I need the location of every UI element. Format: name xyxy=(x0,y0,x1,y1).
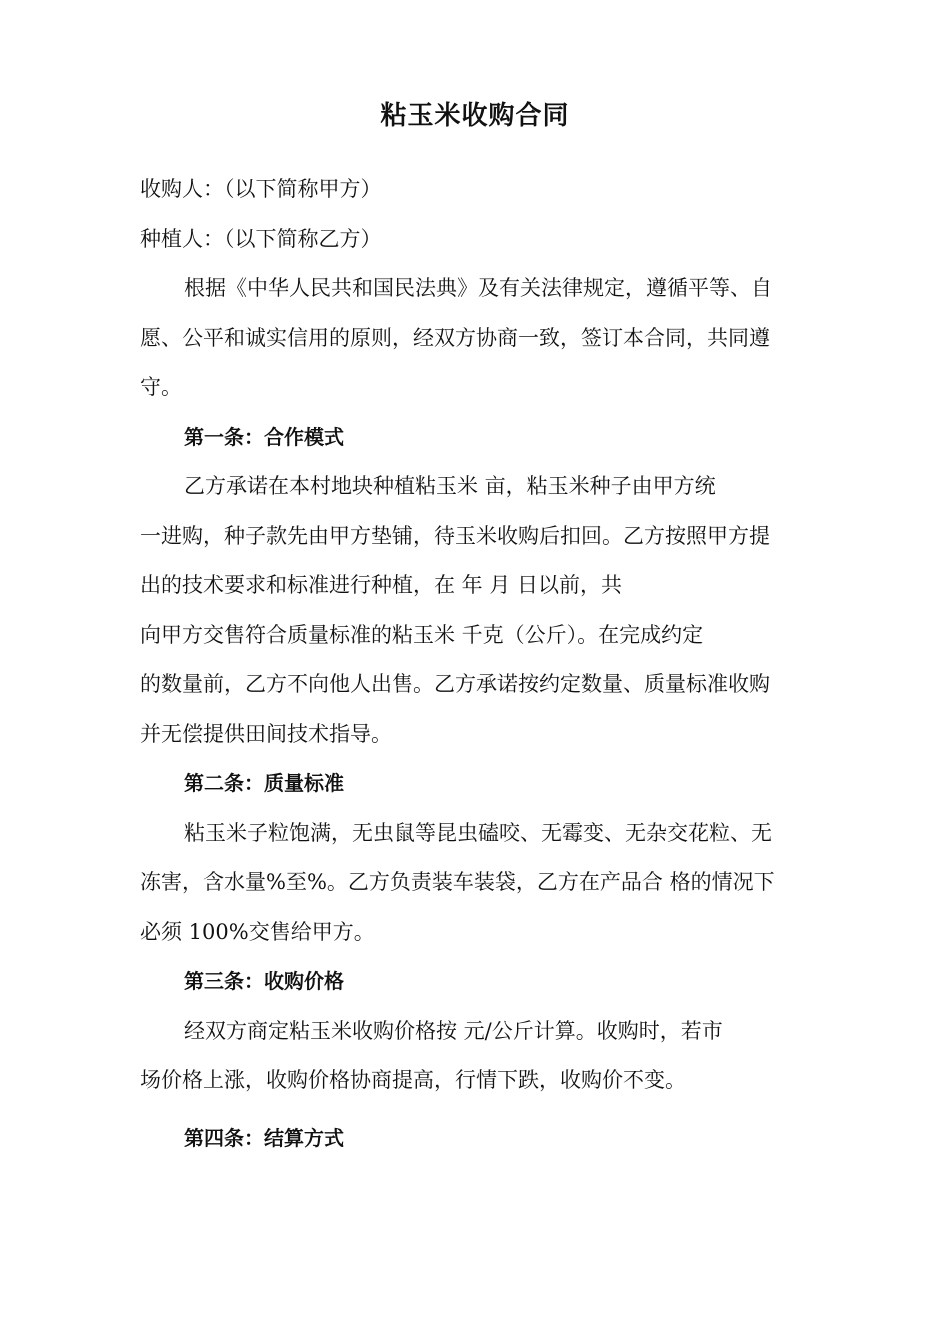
article-1-line: 向甲方交售符合质量标准的粘玉米 千克（公斤）。在完成约定 xyxy=(140,622,704,647)
buyer-party-line: 收购人：（以下简称甲方） xyxy=(140,177,382,201)
grower-party-line: 种植人：（以下简称乙方） xyxy=(140,226,382,251)
spacer xyxy=(140,1106,825,1114)
document-body xyxy=(140,165,825,1163)
article-3-line: 场价格上涨，收购价格协商提高，行情下跌，收购价不变。 xyxy=(140,1068,686,1092)
document-title: 粘玉米收购合同 xyxy=(380,101,570,131)
preamble-line: 守。 xyxy=(140,375,182,399)
article-1-line: 的数量前，乙方不向他人出售。乙方承诺按约定数量、质量标准收购 xyxy=(140,672,770,696)
preamble-line: 愿、公平和诚实信用的原则，经双方协商一致，签订本合同，共同遵 xyxy=(140,325,770,350)
preamble-line: 根据《中华人民共和国民法典》及有关法律规定，遵循平等、自 xyxy=(184,276,772,300)
article-1-heading: 第一条：合作模式 xyxy=(184,424,344,449)
article-1-line: 出的技术要求和标准进行种植，在 年 月 日以前，共 xyxy=(140,573,623,597)
article-3-heading: 第三条：收购价格 xyxy=(184,969,344,993)
article-1-line: 一进购，种子款先由甲方垫铺，待玉米收购后扣回。乙方按照甲方提 xyxy=(140,523,770,548)
article-2-line: 冻害，含水量%至%。乙方负责装车装袋，乙方在产品合 格的情况下 xyxy=(140,870,775,894)
article-4-heading: 第四条：结算方式 xyxy=(184,1125,344,1150)
article-2-heading: 第二条：质量标准 xyxy=(184,771,344,795)
article-3-line: 经双方商定粘玉米收购价格按 元/公斤计算。收购时，若市 xyxy=(184,1018,723,1043)
article-2-line: 粘玉米子粒饱满，无虫鼠等昆虫磕咬、无霉变、无杂交花粒、无 xyxy=(184,820,772,845)
article-1-line: 乙方承诺在本村地块种植粘玉米 亩，粘玉米种子由甲方统 xyxy=(184,474,716,498)
article-2-line: 必须 100%交售给甲方。 xyxy=(140,919,375,944)
article-1-line: 并无偿提供田间技术指导。 xyxy=(140,721,392,746)
